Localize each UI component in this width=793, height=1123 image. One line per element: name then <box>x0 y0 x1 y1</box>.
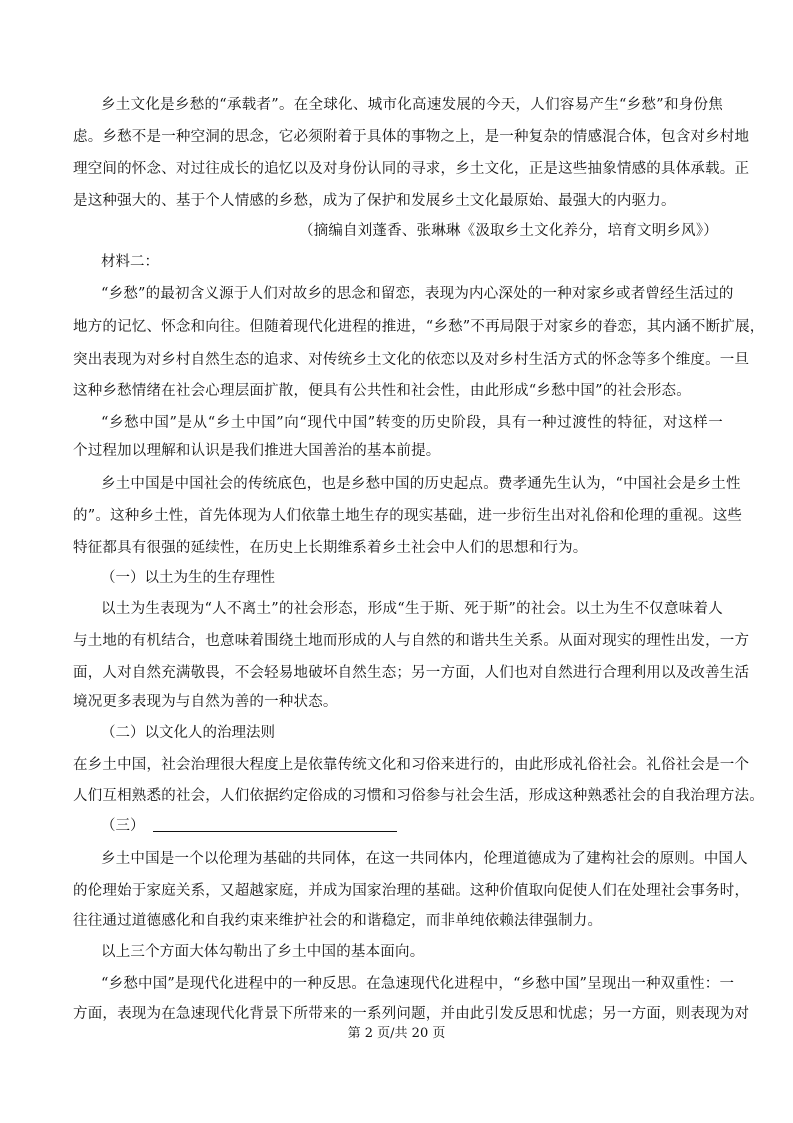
paragraph-line: 与土地的有机结合，也意味着围绕土地而形成的人与自然的和谐共生关系。从面对现实的理性出发，一方 <box>73 633 750 649</box>
paragraph-line: 的伦理始于家庭关系，又超越家庭，并成为国家治理的基础。这种价值取向促使人们在处理社会事务时， <box>73 883 750 899</box>
paragraph-line: 乡土中国是一个以伦理为基础的共同体，在这一共同体内，伦理道德成为了建构社会的原则。中国人 <box>101 851 748 867</box>
answer-blank <box>153 817 397 832</box>
paragraph-line: “乡愁中国”是现代化进程中的一种反思。在急速现代化进程中，“乡愁中国”呈现出一种双重性：一 <box>101 976 735 992</box>
paragraph-line: 在乡土中国，社会治理很大程度上是依靠传统文化和习俗来进行的，由此形成礼俗社会。礼俗社会是一个 <box>73 757 750 773</box>
subsection-number: （三） <box>101 818 145 834</box>
paragraph-line: 境况更多表现为与自然为善的一种状态。 <box>73 694 338 710</box>
paragraph-line: 乡土中国是中国社会的传统底色，也是乡愁中国的历史起点。费孝通先生认为，“中国社会是乡土性 <box>101 476 741 492</box>
paragraph-line: 往往通过道德感化和自我约束来维护社会的和谐稳定，而非单纯依赖法律强制力。 <box>73 913 603 929</box>
paragraph-line: “乡愁中国”是从“乡土中国”向“现代中国”转变的历史阶段，具有一种过渡性的特征，对这样一 <box>101 415 723 431</box>
paragraph-line: 面，人对自然充满敬畏，不会轻易地破坏自然生态；另一方面，人们也对自然进行合理利用以及改善生活 <box>73 665 750 681</box>
paragraph-line: 虑。乡愁不是一种空洞的思念，它必须附着于具体的事物之上，是一种复杂的情感混合体，包含对乡村地 <box>73 129 750 145</box>
paragraph-line: 个过程加以理解和认识是我们推进大国善治的基本前提。 <box>73 443 441 459</box>
paragraph-line: 以土为生表现为“人不离土”的社会形态，形成“生于斯、死于斯”的社会。以土为生不仅意味着人 <box>101 601 723 617</box>
paragraph-line: 人们互相熟悉的社会，人们依据约定俗成的习惯和习俗参与社会生活，形成这种熟悉社会的自我治理方法。 <box>73 788 764 804</box>
section-heading: 材料二： <box>101 254 159 270</box>
paragraph-line: 这种乡愁情绪在社会心理层面扩散，便具有公共性和社会性，由此形成“乡愁中国”的社会形态。 <box>73 383 691 399</box>
paragraph-line: 方面，表现为在急速现代化背景下所带来的一系列问题，并由此引发反思和忧虑；另一方面，则表现为对 <box>73 1006 750 1022</box>
page-number-footer: 第 2 页/共 20 页 <box>347 1026 446 1041</box>
paragraph-line: 的”。这种乡土性，首先体现为人们依靠土地生存的现实基础，进一步衍生出对礼俗和伦理的重视。这些 <box>73 508 743 524</box>
subsection-heading-blank <box>101 816 397 836</box>
paragraph-line: 乡土文化是乡愁的“承载者”。在全球化、城市化高速发展的今天，人们容易产生“乡愁”和身份焦 <box>101 97 723 113</box>
paragraph-line: 是这种强大的、基于个人情感的乡愁，成为了保护和发展乡土文化最原始、最强大的内驱力。 <box>73 193 676 209</box>
subsection-heading: （二）以文化人的治理法则 <box>101 725 275 741</box>
paragraph-line: “乡愁”的最初含义源于人们对故乡的思念和留恋，表现为内心深处的一种对家乡或者曾经生活过的 <box>101 286 734 302</box>
paragraph-line: 理空间的怀念、对过往成长的追忆以及对身份认同的寻求，乡土文化，正是这些抽象情感的具体承载。正 <box>73 161 750 177</box>
paragraph-line: 以上三个方面大体勾勒出了乡土中国的基本面向。 <box>101 944 425 960</box>
source-citation: （摘编自刘蓬香、张琳琳《汲取乡土文化养分，培育文明乡风》） <box>298 223 718 239</box>
paragraph-line: 地方的记忆、怀念和向往。但随着现代化进程的推进，“乡愁”不再局限于对家乡的眷恋，其内涵不断扩展， <box>73 319 765 335</box>
paragraph-line: 特征都具有很强的延续性，在历史上长期维系着乡土社会中人们的思想和行为。 <box>73 540 588 556</box>
paragraph-line: 突出表现为对乡村自然生态的追求、对传统乡土文化的依恋以及对乡村生活方式的怀念等多个维度。一旦 <box>73 352 750 368</box>
subsection-heading: （一）以土为生的生存理性 <box>101 570 275 586</box>
